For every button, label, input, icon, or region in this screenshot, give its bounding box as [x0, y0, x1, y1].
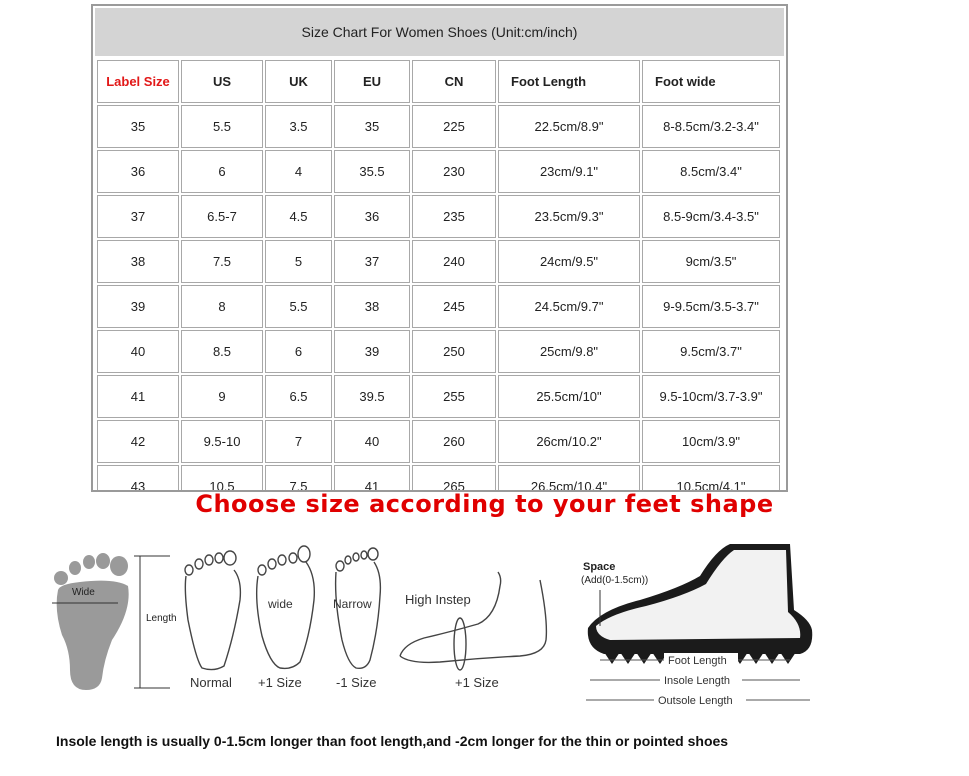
cell-label-size: 40	[97, 330, 179, 373]
cell-cn: 260	[412, 420, 496, 463]
length-label: Length	[146, 613, 177, 624]
foot-shape-illustration	[0, 540, 969, 720]
shoe-cross-section-icon	[588, 544, 812, 664]
cell-foot-wide: 9.5-10cm/3.7-3.9"	[642, 375, 780, 418]
cell-uk: 5.5	[265, 285, 332, 328]
instep-caption: +1 Size	[455, 675, 499, 690]
cell-uk: 7	[265, 420, 332, 463]
narrow-label: Narrow	[333, 597, 372, 611]
footnote: Insole length is usually 0-1.5cm longer than foot length,and -2cm longer for the thin or pointed shoes	[56, 733, 729, 749]
table-row	[97, 465, 780, 492]
header-foot-length: Foot Length	[498, 60, 640, 103]
chart-title: Size Chart For Women Shoes (Unit:cm/inch)	[95, 8, 784, 56]
instep-label: High Instep	[405, 592, 471, 607]
size-chart	[91, 4, 788, 492]
table-row	[97, 420, 780, 463]
cell-label-size: 37	[97, 195, 179, 238]
cell-label-size: 36	[97, 150, 179, 193]
table-row	[97, 105, 780, 148]
size-table	[95, 58, 782, 492]
cell-label-size: 41	[97, 375, 179, 418]
cell-label-size: 39	[97, 285, 179, 328]
header-foot-wide: Foot wide	[642, 60, 780, 103]
cell-us: 6	[181, 150, 263, 193]
cell-uk: 7.5	[265, 465, 332, 492]
cell-label-size: 42	[97, 420, 179, 463]
table-row	[97, 375, 780, 418]
header-uk: UK	[265, 60, 332, 103]
cell-label-size: 35	[97, 105, 179, 148]
space-label: Space	[583, 561, 616, 573]
cell-uk: 6	[265, 330, 332, 373]
cell-us: 10.5	[181, 465, 263, 492]
cell-cn: 250	[412, 330, 496, 373]
cell-foot-wide: 8.5cm/3.4"	[642, 150, 780, 193]
table-row	[97, 195, 780, 238]
foot-length-label: Foot Length	[668, 655, 727, 667]
cell-cn: 230	[412, 150, 496, 193]
cell-uk: 5	[265, 240, 332, 283]
wide-caption: +1 Size	[258, 675, 302, 690]
high-instep-foot-icon	[400, 572, 546, 670]
header-cn: CN	[412, 60, 496, 103]
cell-foot-length: 24cm/9.5"	[498, 240, 640, 283]
cell-label-size: 38	[97, 240, 179, 283]
insole-length-label: Insole Length	[664, 675, 731, 687]
cell-eu: 37	[334, 240, 410, 283]
cell-label-size: 43	[97, 465, 179, 492]
cell-foot-length: 25cm/9.8"	[498, 330, 640, 373]
table-row	[97, 330, 780, 373]
header-us: US	[181, 60, 263, 103]
cell-foot-wide: 9.5cm/3.7"	[642, 330, 780, 373]
cell-foot-wide: 9cm/3.5"	[642, 240, 780, 283]
cell-foot-length: 23.5cm/9.3"	[498, 195, 640, 238]
cell-uk: 6.5	[265, 375, 332, 418]
cell-foot-wide: 10cm/3.9"	[642, 420, 780, 463]
cell-eu: 40	[334, 420, 410, 463]
cell-us: 5.5	[181, 105, 263, 148]
cell-eu: 41	[334, 465, 410, 492]
cell-foot-length: 22.5cm/8.9"	[498, 105, 640, 148]
wide-label: Wide	[72, 587, 95, 598]
headline: Choose size according to your feet shape	[195, 490, 774, 518]
narrow-caption: -1 Size	[336, 675, 377, 690]
cell-foot-wide: 8-8.5cm/3.2-3.4"	[642, 105, 780, 148]
cell-eu: 38	[334, 285, 410, 328]
cell-cn: 265	[412, 465, 496, 492]
table-row	[97, 150, 780, 193]
cell-us: 7.5	[181, 240, 263, 283]
cell-eu: 35.5	[334, 150, 410, 193]
wide-foot-label: wide	[268, 597, 293, 611]
cell-foot-length: 23cm/9.1"	[498, 150, 640, 193]
cell-uk: 4	[265, 150, 332, 193]
cell-foot-length: 26cm/10.2"	[498, 420, 640, 463]
cell-foot-wide: 9-9.5cm/3.5-3.7"	[642, 285, 780, 328]
cell-uk: 3.5	[265, 105, 332, 148]
space-sub: (Add(0-1.5cm))	[581, 575, 649, 586]
cell-eu: 39	[334, 330, 410, 373]
cell-eu: 39.5	[334, 375, 410, 418]
cell-uk: 4.5	[265, 195, 332, 238]
cell-foot-length: 26.5cm/10.4"	[498, 465, 640, 492]
cell-foot-wide: 10.5cm/4.1"	[642, 465, 780, 492]
cell-foot-length: 25.5cm/10"	[498, 375, 640, 418]
cell-cn: 255	[412, 375, 496, 418]
outsole-length-label: Outsole Length	[658, 695, 733, 707]
cell-eu: 35	[334, 105, 410, 148]
table-header-row	[97, 60, 780, 103]
table-row	[97, 285, 780, 328]
cell-foot-wide: 8.5-9cm/3.4-3.5"	[642, 195, 780, 238]
cell-us: 9	[181, 375, 263, 418]
cell-us: 9.5-10	[181, 420, 263, 463]
header-label-size: Label Size	[97, 60, 179, 103]
cell-us: 8.5	[181, 330, 263, 373]
cell-us: 6.5-7	[181, 195, 263, 238]
cell-cn: 240	[412, 240, 496, 283]
header-eu: EU	[334, 60, 410, 103]
table-row	[97, 240, 780, 283]
normal-caption: Normal	[190, 675, 232, 690]
cell-eu: 36	[334, 195, 410, 238]
cell-cn: 245	[412, 285, 496, 328]
normal-foot-icon	[185, 551, 240, 670]
cell-foot-length: 24.5cm/9.7"	[498, 285, 640, 328]
cell-cn: 235	[412, 195, 496, 238]
cell-us: 8	[181, 285, 263, 328]
cell-cn: 225	[412, 105, 496, 148]
foot-silhouette-icon	[52, 553, 177, 690]
